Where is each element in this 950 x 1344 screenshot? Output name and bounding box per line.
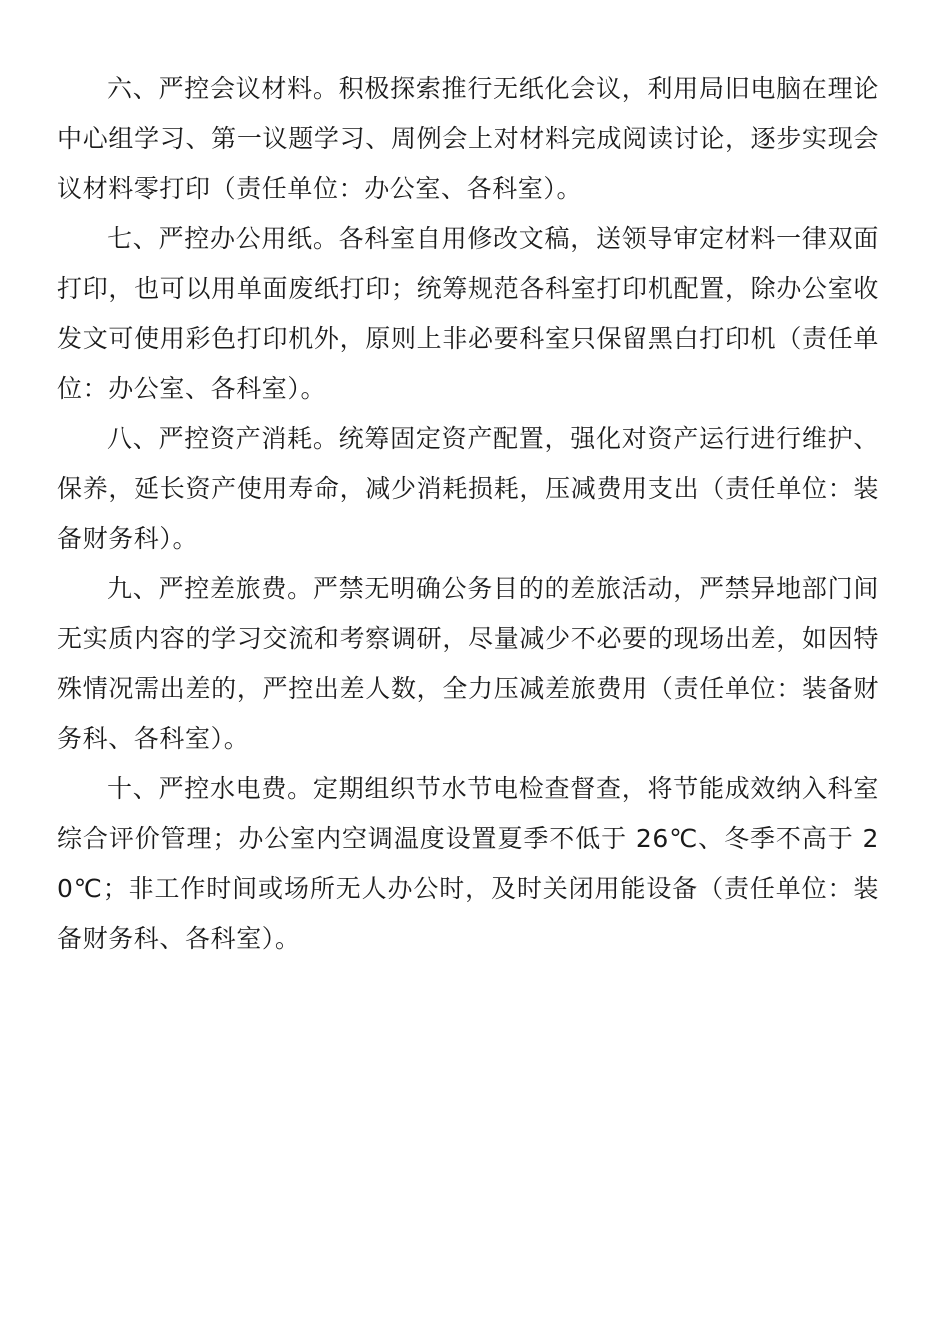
paragraph-ten-water-electricity: 十、严控水电费。定期组织节水节电检查督查，将节能成效纳入科室综合评价管理；办公室内空调温度设置夏季不低于 26℃、冬季不高于 20℃；非工作时间或场所无人办公时，及时关闭用能设备（责任单位：装备财务科、各科室）。 — [57, 774, 879, 953]
paragraph-six-meeting-materials: 六、严控会议材料。积极探索推行无纸化会议，利用局旧电脑在理论中心组学习、第一议题学习、周例会上对材料完成阅读讨论，逐步实现会议材料零打印（责任单位：办公室、各科室）。 — [57, 74, 879, 203]
paragraph-eight-asset-consumption: 八、严控资产消耗。统筹固定资产配置，强化对资产运行进行维护、保养，延长资产使用寿命，减少消耗损耗，压减费用支出（责任单位：装备财务科）。 — [57, 424, 879, 553]
paragraph-seven-office-paper: 七、严控办公用纸。各科室自用修改文稿，送领导审定材料一律双面打印，也可以用单面废纸打印；统筹规范各科室打印机配置，除办公室收发文可使用彩色打印机外，原则上非必要科室只保留黑白打印机（责任单位：办公室、各科室）。 — [57, 224, 879, 403]
paragraph-nine-travel-expenses: 九、严控差旅费。严禁无明确公务目的的差旅活动，严禁异地部门间无实质内容的学习交流和考察调研，尽量减少不必要的现场出差，如因特殊情况需出差的，严控出差人数，全力压减差旅费用（责任单位：装备财务科、各科室）。 — [57, 574, 879, 753]
document-body — [57, 64, 879, 964]
